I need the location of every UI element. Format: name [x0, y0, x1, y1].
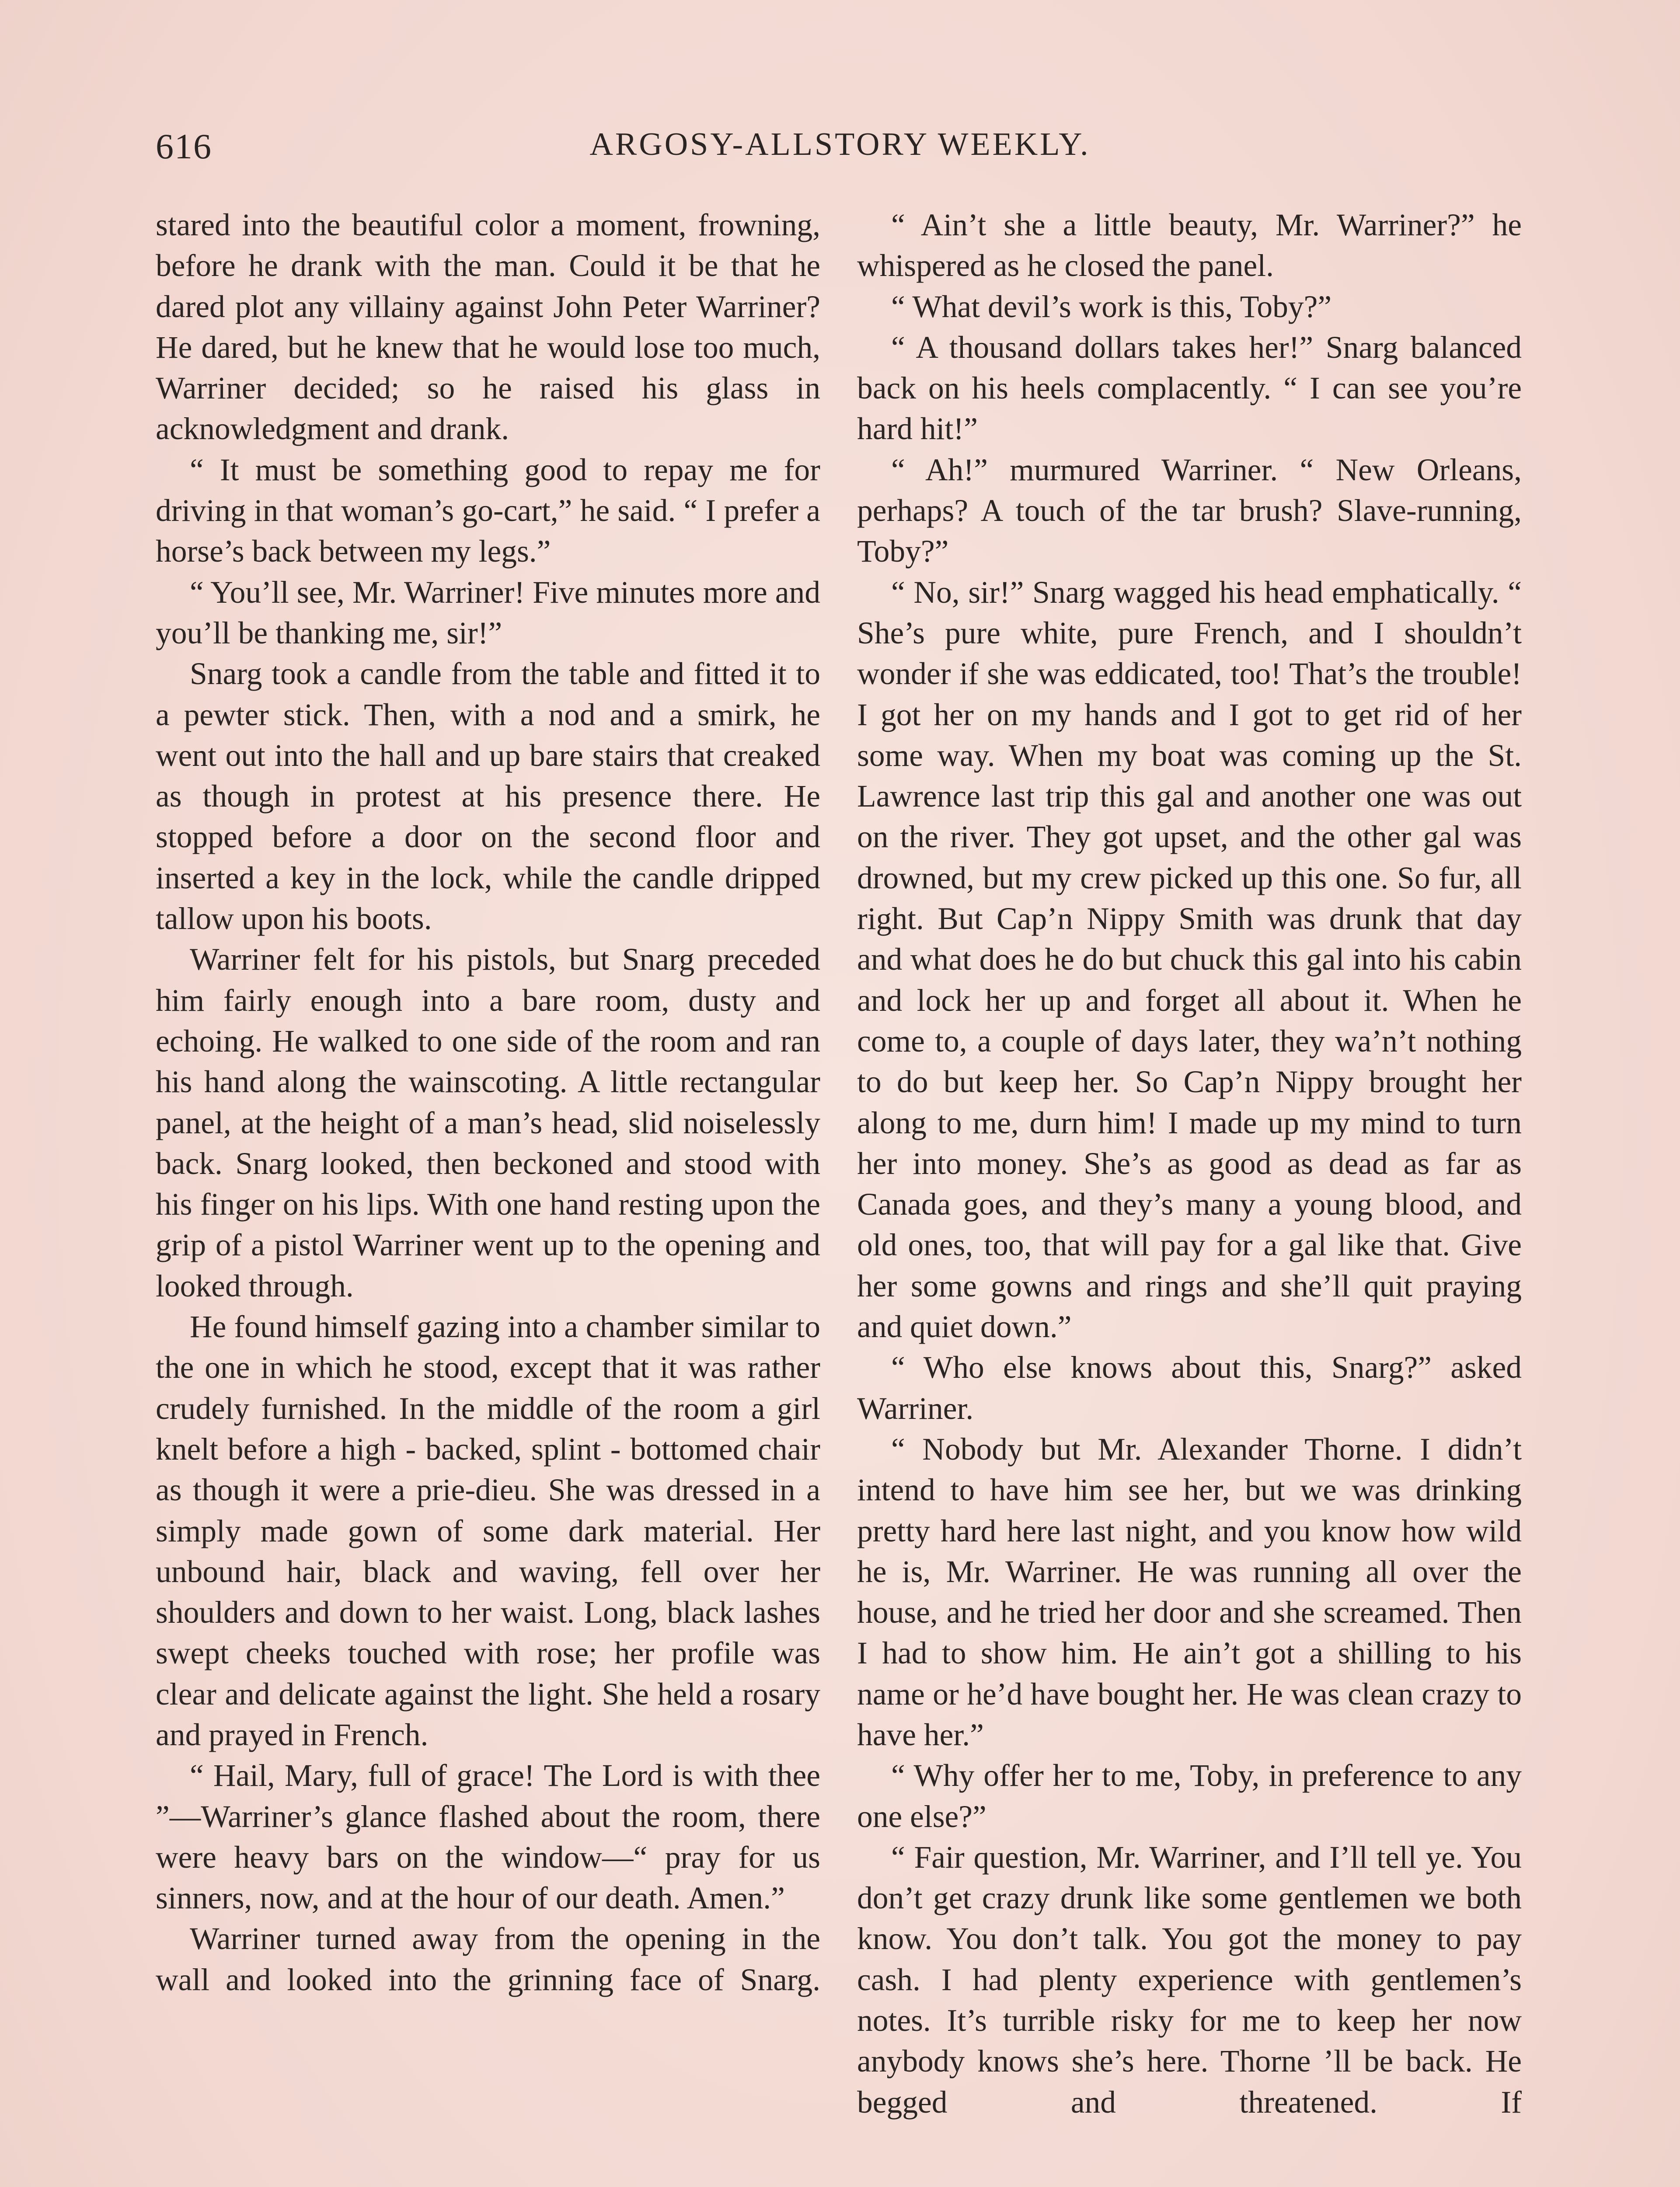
page-number: 616: [156, 126, 212, 166]
paragraph: “ Why offer her to me, Toby, in preference to any one else?”: [857, 1758, 1522, 1834]
running-title: ARGOSY-ALLSTORY WEEKLY.: [589, 126, 1091, 162]
paragraph: “ A thousand dollars takes her!” Snarg balanced back on his heels complacently. “ I can see you’re hard hit!”: [857, 330, 1522, 447]
paragraph: Warriner felt for his pistols, but Snarg preceded him fairly enough into a bare room, dusty and echoing. He walked to one side of the room and ran his hand along the wainscoting. A little rectangular panel, at the height of a man’s head, slid noiselessly back. Snarg looked, then beckoned and stood with his finger on his lips. With one hand resting upon the grip of a pistol Warriner went up to the opening and looked through.: [156, 942, 820, 1303]
left-column: [156, 205, 820, 2000]
paragraph: “ Fair question, Mr. Warriner, and I’ll tell ye. You don’t get crazy drunk like some gentlemen we both know. You don’t talk. You got the money to pay cash. I had plenty experience with gentlemen’s notes. It’s turrible risky for me to keep her now anybody knows she’s here. Thorne ’ll be back. He begged and threatened. If: [857, 1840, 1522, 2120]
right-column: [857, 205, 1522, 2123]
page-header: [156, 126, 1524, 174]
paragraph: “ Ah!” murmured Warriner. “ New Orleans, perhaps? A touch of the tar brush? Slave-running, Toby?”: [857, 452, 1522, 569]
paragraph: “ Who else knows about this, Snarg?” asked Warriner.: [857, 1350, 1522, 1426]
paragraph: “ No, sir!” Snarg wagged his head emphatically. “ She’s pure white, pure French, and I shouldn’t wonder if she was eddicated, too! That’s the trouble! I got her on my hands and I got to get rid of her some way. When my boat was coming up the St. Lawrence last trip this gal and another one was out on the river. They got upset, and the other gal was drowned, but my crew picked up this one. So fur, all right. But Cap’n Nippy Smith was drunk that day and what does he do but chuck this gal into his cabin and lock her up and forget all about it. When he come to, a couple of days later, they wa’n’t nothing to do but keep her. So Cap’n Nippy brought her along to me, durn him! I made up my mind to turn her into money. She’s as good as dead as far as Canada goes, and they’s many a young blood, and old ones, too, that will pay for a gal like that. Give her some gowns and rings and she’ll quit praying and quiet down.”: [857, 575, 1522, 1345]
paragraph: Snarg took a candle from the table and fitted it to a pewter stick. Then, with a nod and a smirk, he went out into the hall and up bare stairs that creaked as though in protest at his presence there. He stopped before a door on the second floor and inserted a key in the lock, while the candle dripped tallow upon his boots.: [156, 657, 820, 936]
paragraph: Warriner turned away from the opening in the wall and looked into the grinning face of Snarg.: [156, 1921, 820, 1997]
paragraph: “ You’ll see, Mr. Warriner! Five minutes more and you’ll be thanking me, sir!”: [156, 575, 820, 650]
paragraph: He found himself gazing into a chamber similar to the one in which he stood, except that it was rather crudely furnished. In the middle of the room a girl knelt before a high - backed, splint - bottomed chair as though it were a prie-dieu. She was dressed in a simply made gown of some dark material. Her unbound hair, black and waving, fell over her shoulders and down to her waist. Long, black lashes swept cheeks touched with rose; her profile was clear and delicate against the light. She held a rosary and prayed in French.: [156, 1310, 820, 1752]
paragraph: “ Hail, Mary, full of grace! The Lord is with thee ”—Warriner’s glance flashed about the room, there were heavy bars on the window—“ pray for us sinners, now, and at the hour of our death. Amen.”: [156, 1758, 820, 1916]
paragraph: “ What devil’s work is this, Toby?”: [891, 289, 1332, 324]
paragraph: “ Ain’t she a little beauty, Mr. Warriner?” he whispered as he closed the panel.: [857, 208, 1522, 283]
paragraph: “ It must be something good to repay me for driving in that woman’s go-cart,” he said. “ I prefer a horse’s back between my legs.”: [156, 452, 820, 569]
paragraph: “ Nobody but Mr. Alexander Thorne. I didn’t intend to have him see her, but we was drinking pretty hard here last night, and you know how wild he is, Mr. Warriner. He was running all over the house, and he tried her door and she screamed. Then I had to show him. He ain’t got a shilling to his name or he’d have bought her. He was clean crazy to have her.”: [857, 1432, 1522, 1752]
paragraph: stared into the beautiful color a moment, frowning, before he drank with the man. Could it be that he dared plot any villainy against John Peter Warriner? He dared, but he knew that he would lose too much, Warriner decided; so he raised his glass in acknowledgment and drank.: [156, 208, 820, 447]
